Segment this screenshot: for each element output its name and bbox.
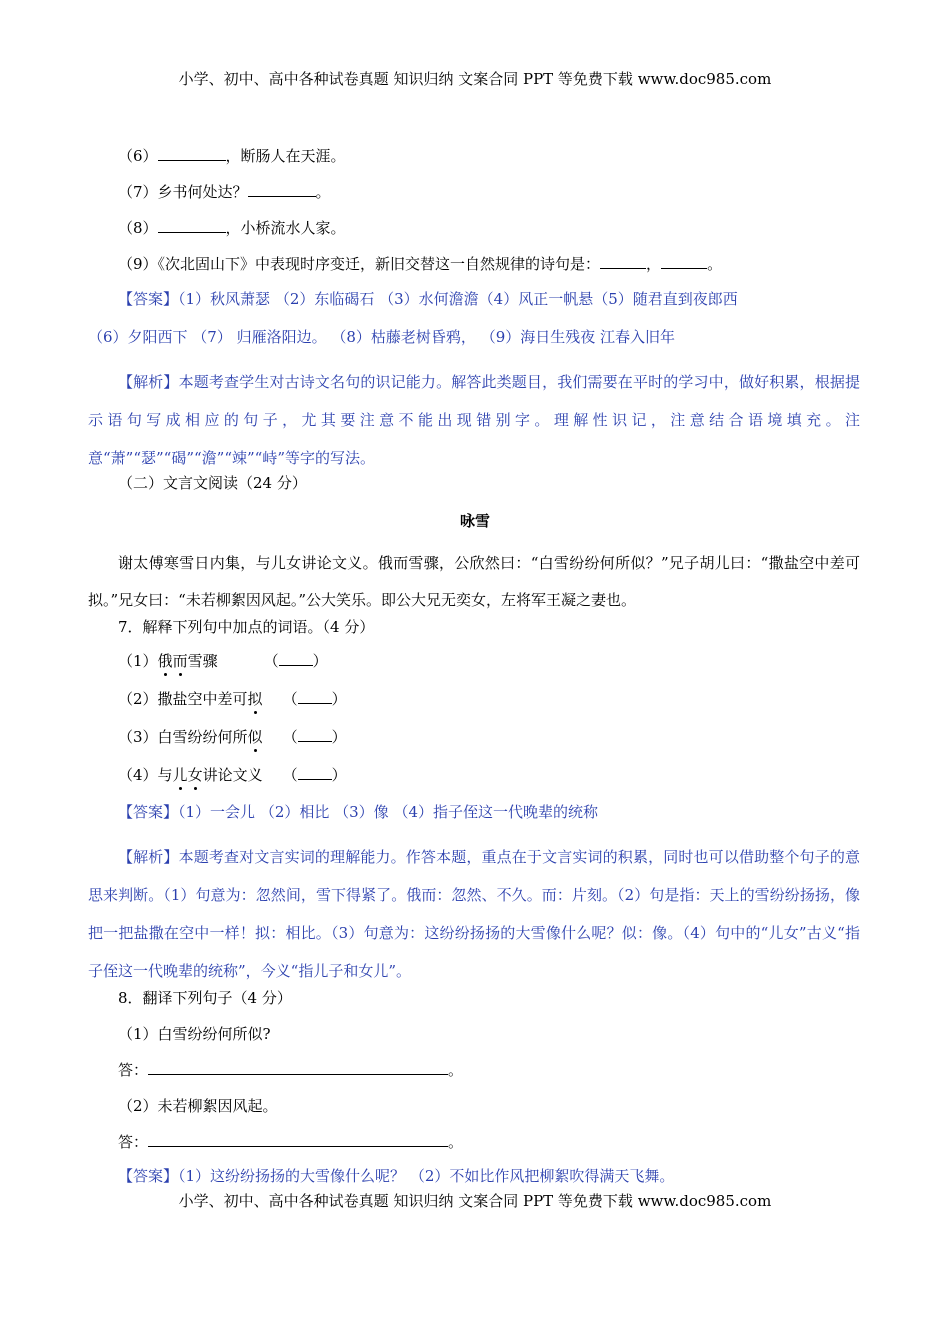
close-paren: ） [331,690,347,708]
answer-end: 。 [448,1133,464,1151]
answer-blank [158,218,226,233]
q8-num: （8） [118,219,158,237]
question-6 [118,146,346,166]
q9-sep: ， [646,255,662,273]
answer-end: 。 [448,1061,464,1079]
answer-label: 答： [118,1133,149,1151]
q7-item-1 [118,651,328,671]
dotted-char: 女 [187,766,203,784]
answer-blank [298,767,332,780]
q8-text: ，小桥流水人家。 [225,219,346,237]
answer-line [148,1132,448,1147]
dotted-char: 拟 [247,690,263,708]
explanation-tag: 【解析】 [118,848,179,866]
q6-num: （6） [118,147,158,165]
open-paren: （ [282,690,298,708]
question-7-heading: 7．解释下列句中加点的词语。（4 分） [118,618,375,636]
explanation-tag: 【解析】 [118,373,179,391]
close-paren: ） [312,652,328,670]
question-9 [118,254,722,274]
answer-text: （1）秋风萧瑟 （2）东临碣石 （3）水何澹澹（4）风正一帆悬（5）随君直到夜郎西 [178,290,738,308]
close-paren: ） [331,766,347,784]
question-8-heading: 8．翻译下列句子（4 分） [118,989,292,1007]
answer-text: （1）一会儿 （2）相比 （3）像 （4）指子侄这一代晚辈的统称 [178,803,598,821]
section-heading: （二）文言文阅读（24 分） [118,474,307,492]
answer-block-1-line-2 [88,327,675,347]
answer-text: （1）这纷纷扬扬的大雪像什么呢？ （2）不如比作风把柳絮吹得满天飞舞。 [178,1167,675,1185]
close-paren: ） [331,728,347,746]
q8-item-1: （1）白雪纷纷何所似? [118,1025,271,1043]
item-prefix: （1） [118,652,158,670]
q9-text: （9）《次北固山下》中表现时序变迁，新旧交替这一自然规律的诗句是： [118,255,601,273]
dotted-char: 似 [247,728,263,746]
answer-block-2 [118,802,598,822]
poem-title: 咏雪 [459,512,490,530]
answer-blank [298,729,332,742]
item-suffix: 讲论文义 [202,766,263,784]
answer-tag: 【答案】 [118,1167,179,1185]
page-header: 小学、初中、高中各种试卷真题 知识归纳 文案合同 PPT 等免费下载 www.doc985.com [178,70,772,88]
answer-block-1-line-1 [118,289,738,309]
passage: 谢太傅寒雪日内集，与儿女讲论文义。俄而雪骤，公欣然曰：“白雪纷纷何所似？”兄子胡儿曰：“撒盐空中差可拟。”兄女曰：“未若柳絮因风起。”公大笑乐。即公大兄无奕女，左将军王凝之妻也。 [88,554,860,609]
page-footer: 小学、初中、高中各种试卷真题 知识归纳 文案合同 PPT 等免费下载 www.doc985.com [178,1192,772,1210]
q8-answer-2 [118,1132,463,1152]
item-prefix: （3）白雪纷纷何所 [118,728,248,746]
answer-text: （6）夕阳西下 （7） 归雁洛阳边。 （8）枯藤老树昏鸦， （9）海日生残夜 江春入旧年 [88,328,676,346]
dotted-char: 儿 [172,766,188,784]
answer-blank [279,653,313,666]
q8-answer-1 [118,1060,463,1080]
explanation-text: 本题考查对文言实词的理解能力。作答本题，重点在于文言实词的积累，同时也可以借助整个句子的意思来判断。（1）句意为：忽然间，雪下得紧了。俄而：忽然、不久。而：片刻。（2）句是指：天上的雪纷纷扬扬，像把一把盐撒在空中一样！拟：相比。（3）句意为：这纷纷扬扬的大雪像什么呢？似：像。（4）句中的“儿女”古义“指子侄这一代晚辈的统称”，今义“指儿子和女儿”。 [88,848,860,980]
item-suffix: 雪骤 [187,652,218,670]
open-paren: （ [282,728,298,746]
q7-end: 。 [315,183,331,201]
q8-item-2: （2）未若柳絮因风起。 [118,1097,278,1115]
explanation-2 [88,838,860,990]
q9-end: 。 [707,255,723,273]
dotted-char: 俄 [157,652,173,670]
answer-blank [298,691,332,704]
answer-block-3 [118,1166,674,1186]
answer-blank [661,254,707,269]
answer-blank [158,146,226,161]
answer-label: 答： [118,1061,149,1079]
dotted-char: 而 [172,652,188,670]
explanation-text: 本题考查学生对古诗文名句的识记能力。解答此类题目，我们需要在平时的学习中，做好积累，根据提示语句写成相应的句子，尤其要注意不能出现错别字。理解性识记，注意结合语境填充。注意“萧”“瑟”“碣”“澹”“竦”“峙”等字的写法。 [88,373,860,467]
answer-line [148,1060,448,1075]
item-prefix: （2）撒盐空中差可 [118,690,248,708]
open-paren: （ [263,652,279,670]
q6-text: ，断肠人在天涯。 [225,147,346,165]
q7-item-3 [118,727,347,747]
q7-item-4 [118,765,347,785]
question-8 [118,218,346,238]
open-paren: （ [282,766,298,784]
question-7 [118,182,331,202]
answer-tag: 【答案】 [118,803,179,821]
item-prefix: （4）与 [118,766,173,784]
answer-tag: 【答案】 [118,290,179,308]
explanation-1 [88,363,860,477]
q7-item-2 [118,689,347,709]
q7-text: （7）乡书何处达？ [118,183,248,201]
answer-blank [600,254,646,269]
answer-blank [248,182,316,197]
